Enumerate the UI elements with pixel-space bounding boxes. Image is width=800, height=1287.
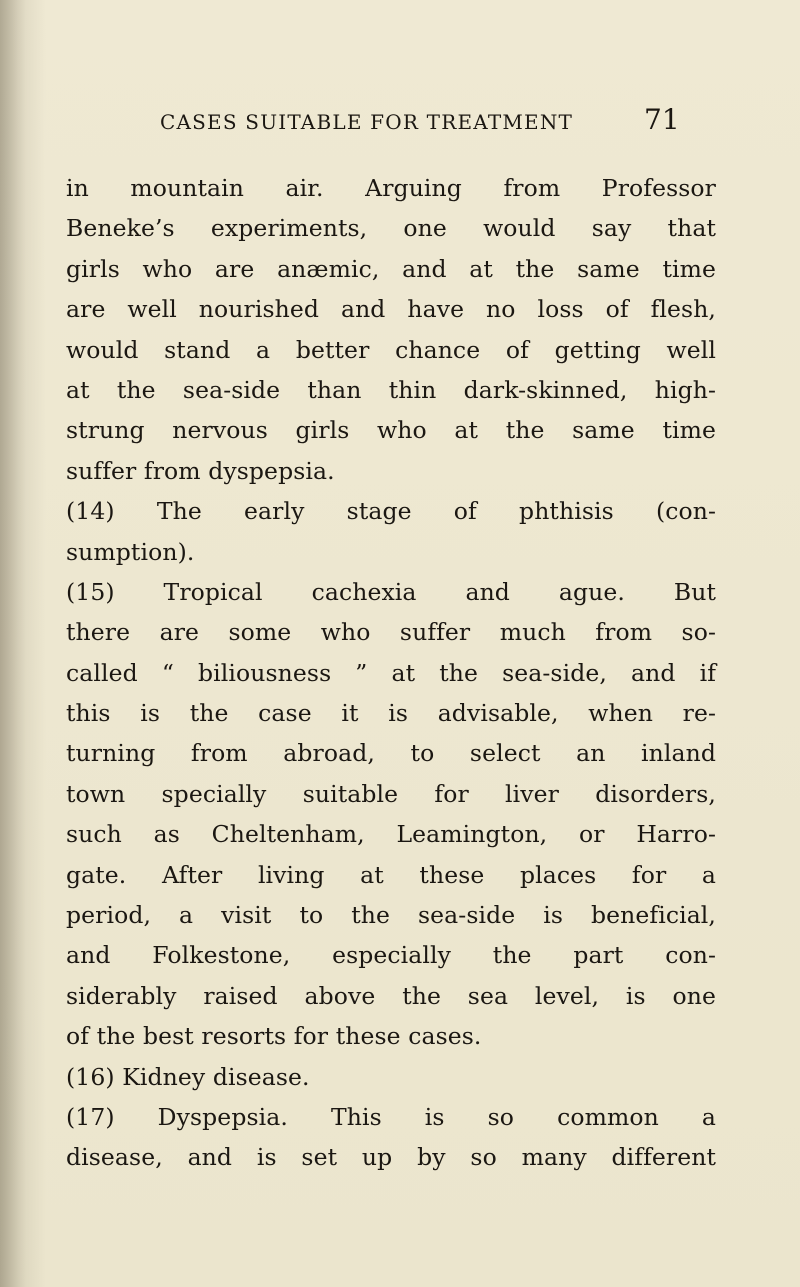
text-line: at the sea-side than thin dark-skinned, high- [66, 375, 716, 404]
body-text [66, 168, 716, 1178]
text-line: would stand a better chance of getting well [66, 335, 716, 364]
text-line: period, a visit to the sea-side is beneficial, [66, 901, 716, 930]
running-head [0, 94, 800, 134]
text-line: (17) Dyspepsia. This is so common a [66, 1102, 716, 1131]
text-line: turning from abroad, to select an inland [66, 739, 716, 768]
text-line: gate. After living at these places for a [66, 860, 716, 889]
text-line: sumption). [66, 537, 195, 566]
text-line: strung nervous girls who at the same time [66, 416, 716, 445]
text-line: called “ biliousness ” at the sea-side, and if [66, 658, 716, 687]
page-number: 71 [644, 103, 680, 136]
text-line: (15) Tropical cachexia and ague. But [66, 577, 716, 606]
running-title: CASES SUITABLE FOR TREATMENT [160, 110, 574, 134]
text-line: there are some who suffer much from so- [66, 618, 716, 647]
text-line: and Folkestone, especially the part con- [66, 941, 716, 970]
text-line: (16) Kidney disease. [66, 1062, 310, 1091]
text-line: suffer from dyspepsia. [66, 456, 335, 485]
text-line: disease, and is set up by so many different [66, 1143, 716, 1172]
text-line: Beneke’s experiments, one would say that [66, 214, 716, 243]
text-line: this is the case it is advisable, when re- [66, 699, 716, 728]
text-line: siderably raised above the sea level, is one [66, 981, 716, 1010]
text-line: (14) The early stage of phthisis (con- [66, 497, 716, 526]
text-line: such as Cheltenham, Leamington, or Harro- [66, 820, 716, 849]
binding-shadow [0, 0, 26, 1287]
text-line: are well nourished and have no loss of flesh, [66, 295, 716, 324]
text-line: town specially suitable for liver disorders, [66, 779, 716, 808]
text-line: girls who are anæmic, and at the same time [66, 254, 716, 283]
text-line: in mountain air. Arguing from Professor [66, 174, 716, 202]
text-line: of the best resorts for these cases. [66, 1022, 482, 1051]
